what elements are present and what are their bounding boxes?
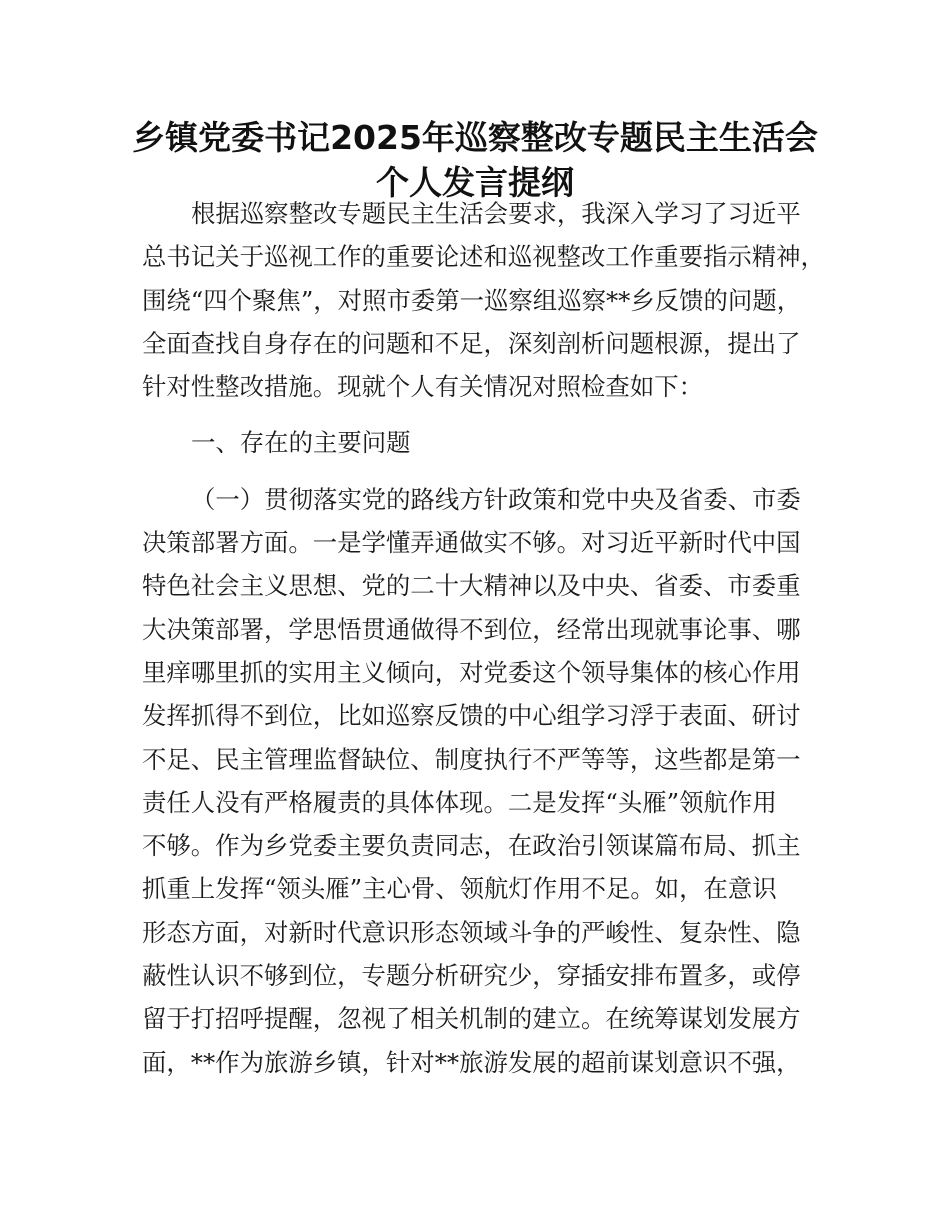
- paragraph-line: 围绕“四个聚焦”，对照市委第一巡察组巡察**乡反馈的问题，: [142, 285, 802, 315]
- paragraph-line: 全面查找自身存在的问题和不足，深刻剖析问题根源，提出了: [142, 328, 801, 358]
- paragraph-line: 决策部署方面。一是学懂弄通做实不够。对习近平新时代中国: [142, 528, 801, 558]
- paragraph-line: 发挥抓得不到位，比如巡察反馈的中心组学习浮于表面、研讨: [142, 701, 801, 731]
- paragraph-line: 针对性整改措施。现就个人有关情况对照检查如下：: [142, 372, 703, 402]
- issues-paragraph: [142, 478, 814, 1084]
- paragraph-line: 不足、民主管理监督缺位、制度执行不严等等，这些都是第一: [142, 744, 801, 774]
- paragraph-spacer: [142, 408, 814, 421]
- intro-paragraph: [142, 192, 825, 408]
- paragraph-line: 形态方面，对新时代意识形态领域斗争的严峻性、复杂性、隐: [142, 917, 801, 947]
- paragraph-line: 里痒哪里抓的实用主义倾向，对党委这个领导集体的核心作用: [142, 657, 801, 687]
- paragraph-line: 根据巡察整改专题民主生活会要求，我深入学习了习近平: [191, 199, 801, 228]
- paragraph-line: 面，**作为旅游乡镇，针对**旅游发展的超前谋划意识不强，: [142, 1047, 801, 1077]
- document-title-line-1: 乡镇党委书记2025年巡察整改专题民主生活会: [132, 118, 818, 157]
- document-title-line-2: 个人发言提纲: [376, 163, 574, 202]
- paragraph-spacer: [142, 465, 814, 478]
- paragraph-line: 责任人没有严格履责的具体体现。二是发挥“头雁”领航作用: [142, 787, 777, 817]
- document-body: [142, 192, 825, 1084]
- paragraph-line: 抓重上发挥“领头雁”主心骨、领航灯作用不足。如，在意识: [142, 874, 777, 904]
- section-heading: 一、存在的主要问题: [191, 428, 411, 458]
- paragraph-line: （一）贯彻落实党的路线方针政策和党中央及省委、市委: [191, 484, 801, 514]
- paragraph-line: 特色社会主义思想、党的二十大精神以及中央、省委、市委重: [142, 571, 801, 601]
- paragraph-line: 总书记关于巡视工作的重要论述和巡视整改工作重要指示精神，: [142, 242, 825, 272]
- paragraph-line: 留于打招呼提醒，忽视了相关机制的建立。在统筹谋划发展方: [142, 1004, 801, 1034]
- paragraph-line: 蔽性认识不够到位，专题分析研究少，穿插安排布置多，或停: [142, 961, 801, 991]
- paragraph-line: 大决策部署，学思悟贯通做得不到位，经常出现就事论事、哪: [142, 614, 801, 644]
- paragraph-line: 不够。作为乡党委主要负责同志，在政治引领谋篇布局、抓主: [142, 831, 801, 861]
